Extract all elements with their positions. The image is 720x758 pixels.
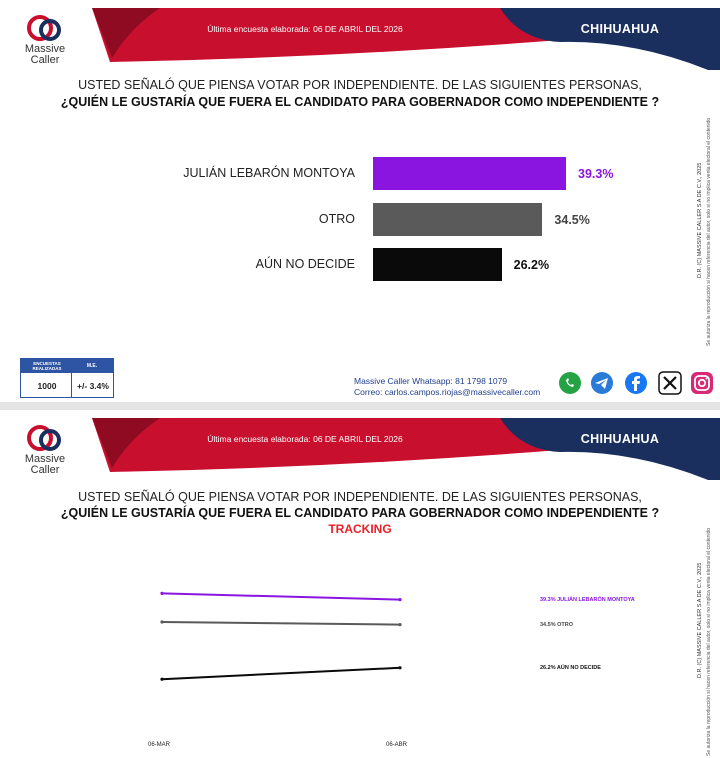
header-red-band [92,8,560,62]
bar-value-label: 34.5% [554,213,590,227]
sample-size-value: 1000 [37,381,57,391]
series-point [160,592,163,595]
logo-mark-icon [14,14,76,44]
series-point [398,598,401,601]
series-point [398,666,401,669]
contact-email: Correo: carlos.campos.riojas@massivecaller.com [354,387,541,397]
region-title: CHIHUAHUA [580,22,660,36]
logo-name-line1: Massive [24,453,66,465]
margin-error-header: M.E. [86,363,98,369]
sample-size-header: ENCUESTAS REALIZADAS [32,361,62,371]
x-icon[interactable] [658,371,682,395]
question-line2: ¿QUIÉN LE GUSTARÍA QUE FUERA EL CANDIDATO PARA GOBERNADOR COMO INDEPENDIENTE ? [60,95,660,109]
tracking-label: TRACKING [328,522,392,536]
telegram-icon[interactable] [590,371,614,395]
question-line2-2: ¿QUIÉN LE GUSTARÍA QUE FUERA EL CANDIDATO PARA GOBERNADOR COMO INDEPENDIENTE ? [60,506,660,520]
series-end-label: 34.5% OTRO [540,621,574,628]
series-line [162,622,400,625]
sample-box-divider [71,373,72,397]
line-chart [0,410,720,758]
side-copyright-2: D.R. (C) MASSIVE CALLER S.A DE C.V., 2025 [697,562,703,678]
bar-category-label: AÚN NO DECIDE [255,257,355,271]
survey-date: Última encuesta elaborada: 06 DE ABRIL DEL 2026 [207,24,403,34]
region-title-2: CHIHUAHUA [580,432,660,446]
series-point [160,620,163,623]
question-line1-2: USTED SEÑALÓ QUE PIENSA VOTAR POR INDEPENDIENTE. DE LAS SIGUIENTES PERSONAS, [78,490,642,504]
bar-value-label: 39.3% [578,167,614,181]
survey-date-2: Última encuesta elaborada: 06 DE ABRIL DEL 2026 [207,434,403,444]
logo-name-line2: Caller [30,54,60,66]
x-tick-label: 06-MAR [148,742,171,748]
bar [373,248,502,281]
side-disclaimer: Se autoriza la reproducción si hacen referencia del autor, solo si no implica venta electoral el contenido [706,117,712,346]
series-end-label: 26.2% AÚN NO DECIDE [540,664,601,671]
bar-category-label: OTRO [318,212,355,226]
bar-category-label: JULIÁN LEBARÓN MONTOYA [183,166,355,180]
bar [373,157,566,190]
side-disclaimer-2: Se autoriza la reproducción si hacen referencia del autor, solo si no implica venta electoral el contenido [706,527,712,756]
series-line [162,593,400,599]
facebook-icon[interactable] [624,371,648,395]
x-tick-label: 06-ABR [386,742,408,748]
logo-name-line1: Massive [24,43,66,55]
series-line [162,668,400,679]
bar [373,203,542,236]
logo-name [14,44,76,66]
contact-whatsapp: Massive Caller Whatsapp: 81 1798 1079 [354,376,508,386]
series-end-label: 39.3% JULIÁN LEBARÓN MONTOYA [540,596,635,603]
bar-value-label: 26.2% [513,258,550,272]
series-point [398,623,401,626]
side-copyright: D.R. (C) MASSIVE CALLER S.A DE C.V., 2025 [697,162,703,278]
massive-caller-logo [14,14,76,74]
series-point [160,678,163,681]
tracking-chart-panel [0,410,720,758]
whatsapp-icon[interactable] [558,371,582,395]
panel-separator [0,402,720,410]
logo-name-line2: Caller [30,464,60,476]
sample-box [20,358,114,398]
instagram-icon[interactable] [690,371,714,395]
margin-error-value: +/- 3.4% [77,381,109,391]
question-line1: USTED SEÑALÓ QUE PIENSA VOTAR POR INDEPENDIENTE. DE LAS SIGUIENTES PERSONAS, [78,78,642,92]
